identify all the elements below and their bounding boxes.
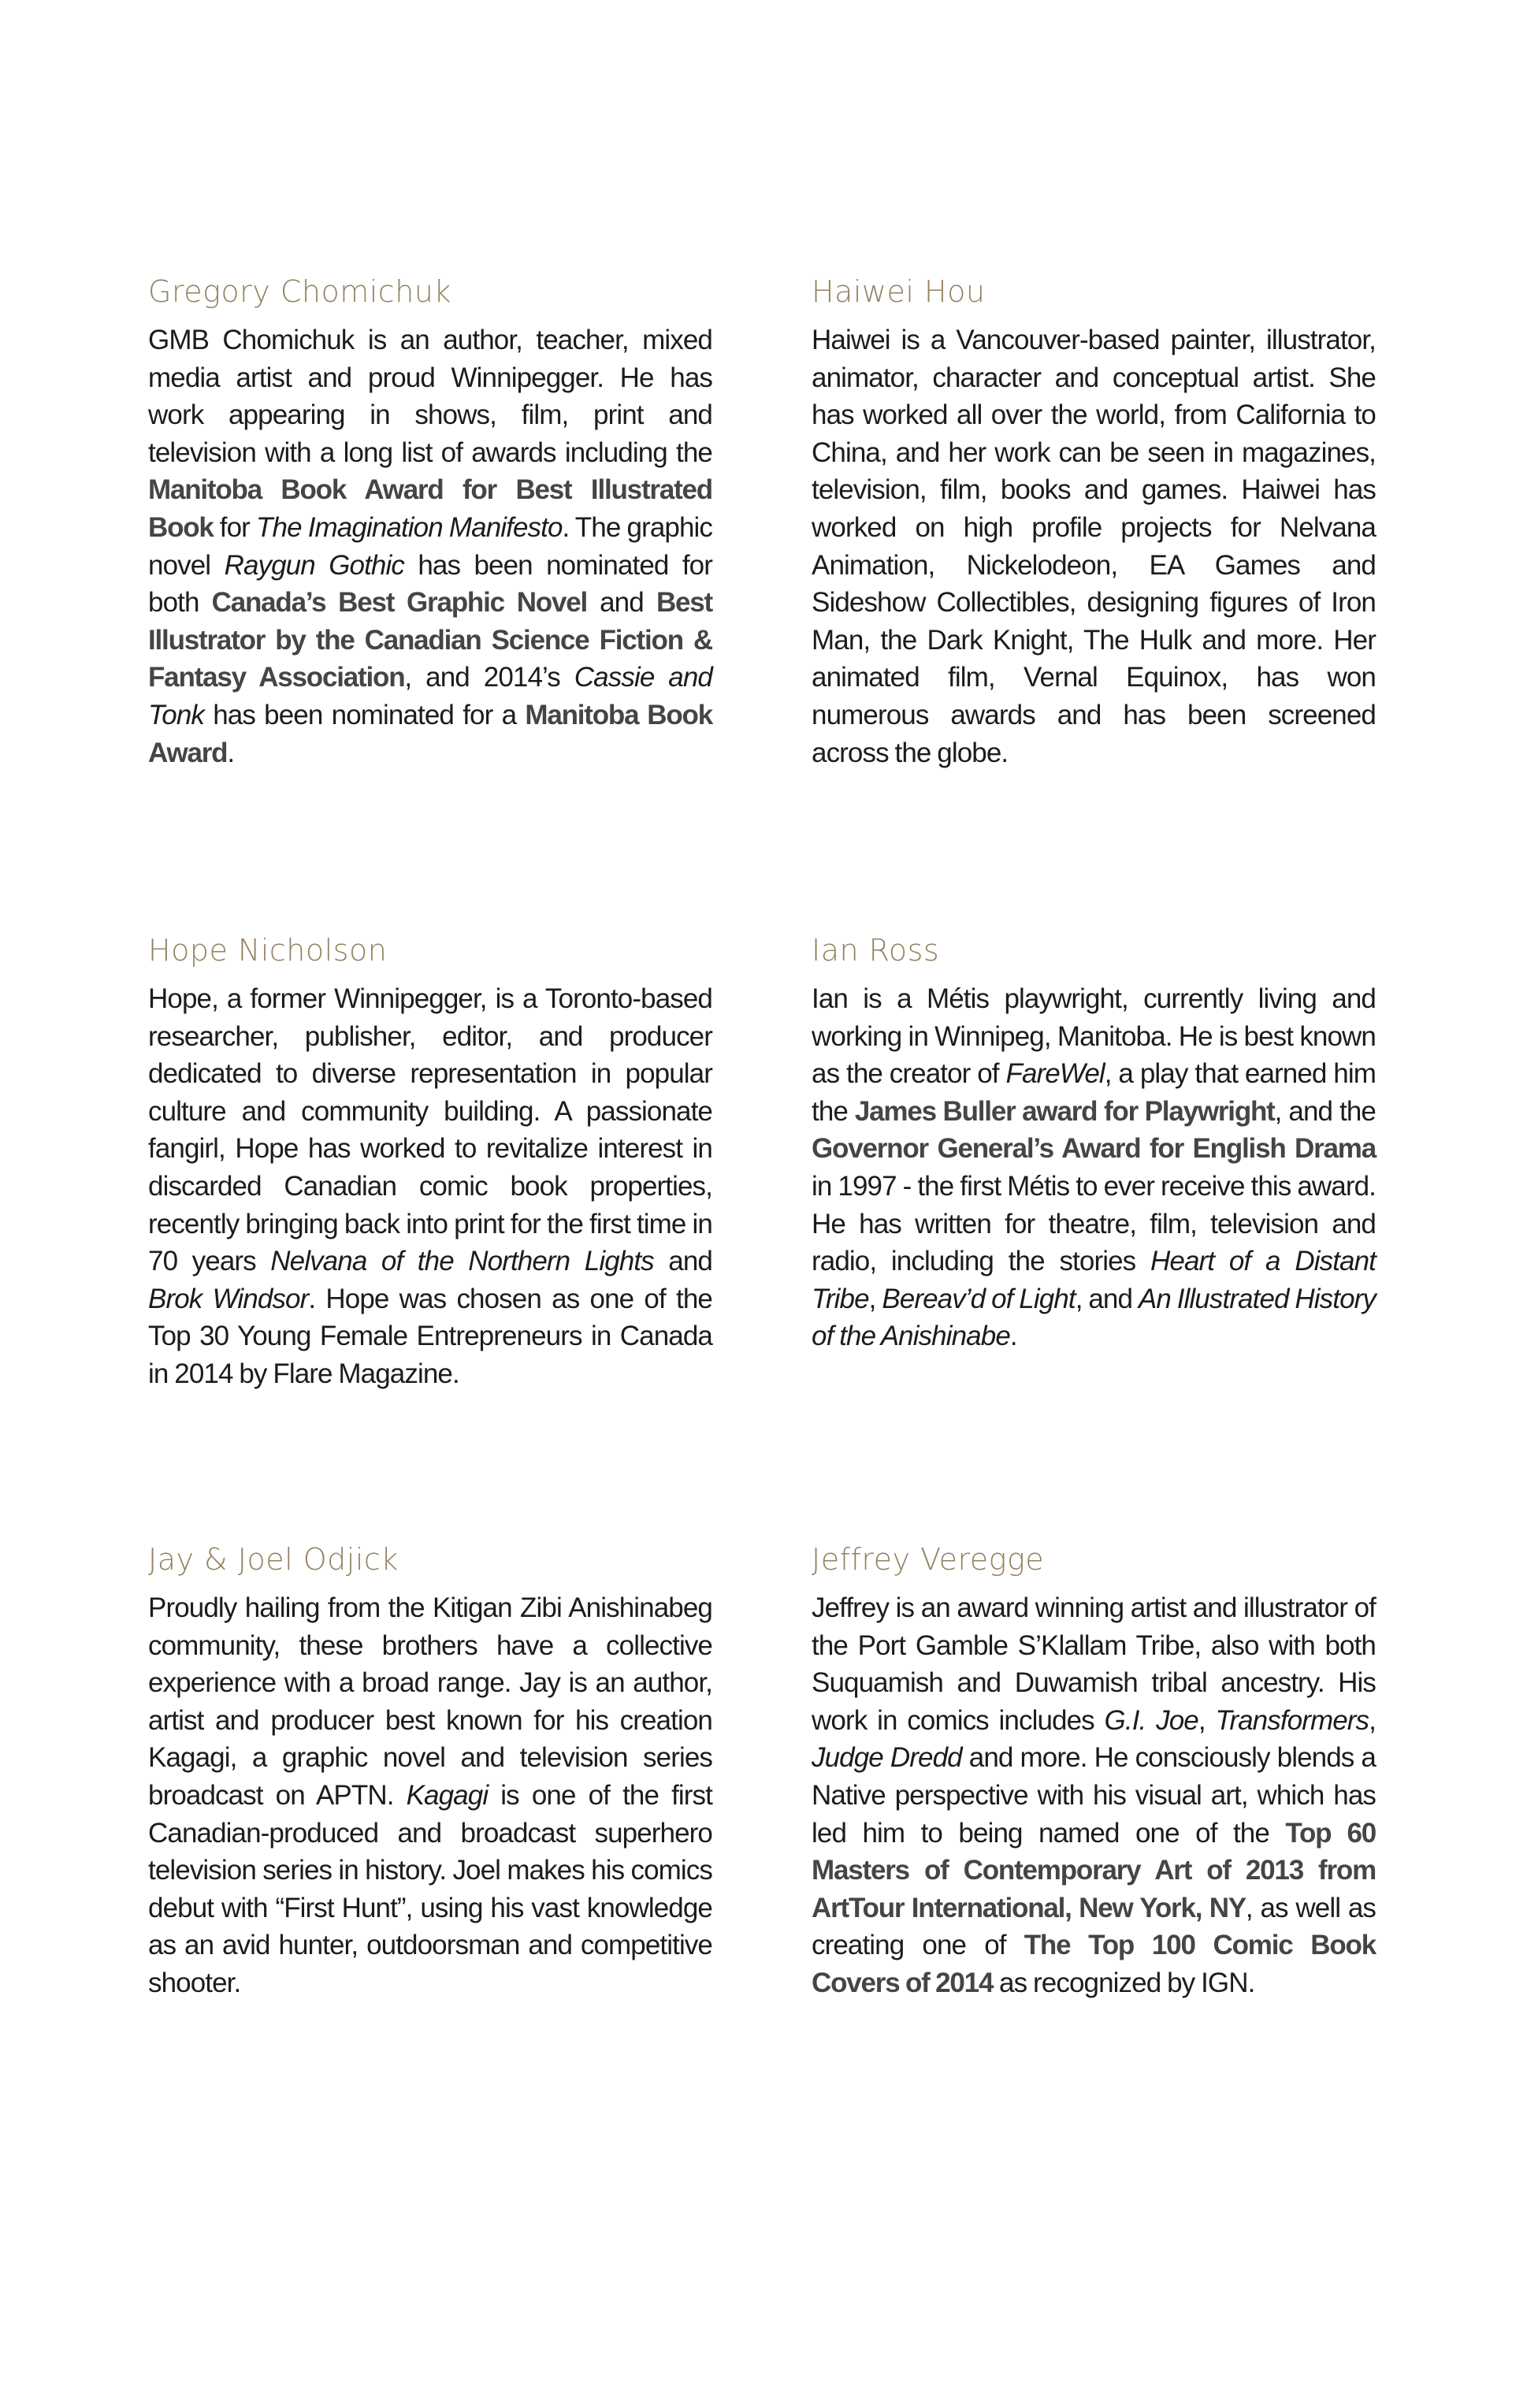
award-highlight: Top 60 Masters of Contemporary Art of 2013 from ArtTour International, New York, NY bbox=[812, 1817, 1376, 1923]
bio-text-run: GMB Chomichuk is an author, teacher, mixed media artist and proud Winnipegger. He has work appearing in shows, film, print and television with a long list of awards including the bbox=[148, 325, 712, 468]
bio-text-run: , bbox=[1198, 1704, 1216, 1736]
bio-text-run: is one of the first Canadian-produced and broadcast superhero television series in history. Joel makes his comics debut with “First Hunt”, using his vast knowledge as an avid hunter, outdoorsman and competitive shooter. bbox=[148, 1779, 712, 1998]
bio-hope-nicholson bbox=[148, 931, 712, 1393]
bio-text bbox=[812, 321, 1376, 771]
bio-text-run: , a play that earned him the bbox=[812, 1058, 1376, 1127]
bio-name: Jeffrey Veregge bbox=[812, 1542, 1045, 1577]
work-title: Heart of a Distant Tribe bbox=[812, 1246, 1376, 1314]
work-title: Nelvana of the Northern Lights bbox=[270, 1246, 654, 1277]
bio-text bbox=[812, 980, 1376, 1355]
bio-text-run: has been nominated for both bbox=[148, 549, 712, 619]
bio-text-run: , bbox=[868, 1283, 882, 1314]
work-title: FareWel bbox=[1005, 1058, 1105, 1090]
bio-jeffrey-veregge bbox=[812, 1540, 1376, 2002]
bio-text bbox=[148, 980, 712, 1393]
work-title: The Imagination Manifesto bbox=[256, 511, 563, 543]
bio-text-run: as recognized by IGN. bbox=[993, 1967, 1255, 1998]
bio-text-run: Jeffrey is an award winning artist and illustrator of the Port Gamble S’Klallam Tribe, also with both Suquamish and Duwamish tribal ancestry. His work in comics includes bbox=[812, 1592, 1376, 1736]
bio-text-run: , and the bbox=[1274, 1095, 1377, 1127]
bio-name: Ian Ross bbox=[812, 933, 940, 968]
bio-name: Gregory Chomichuk bbox=[148, 274, 451, 309]
work-title: G.I. Joe bbox=[1104, 1704, 1198, 1736]
bio-name: Jay & Joel Odjick bbox=[148, 1542, 399, 1577]
bio-text-run: . Hope was chosen as one of the Top 30 Young Female Entrepreneurs in Canada in 2014 by Flare Magazine. bbox=[148, 1283, 712, 1389]
work-title: Kagagi bbox=[406, 1779, 489, 1811]
bio-gregory-chomichuk bbox=[148, 273, 712, 771]
bio-text-run: , bbox=[1369, 1704, 1376, 1736]
award-highlight: Manitoba Book Award bbox=[148, 699, 712, 768]
bio-jay-joel-odjick bbox=[148, 1540, 712, 2002]
bio-text-run: . bbox=[227, 737, 235, 768]
bio-text-run: , and 2014’s bbox=[404, 662, 574, 693]
bio-text-run: and bbox=[587, 587, 656, 619]
award-highlight: Manitoba Book Award for Best Illustrated Book bbox=[148, 474, 712, 543]
bio-text bbox=[148, 1589, 712, 2002]
bio-name: Haiwei Hou bbox=[812, 274, 986, 309]
award-highlight: Governor General’s Award for English Drama bbox=[812, 1133, 1376, 1165]
bio-text-run: and more. He consciously blends a Native perspective with his visual art, which has led him to being named one of the bbox=[812, 1742, 1376, 1849]
bio-text bbox=[148, 321, 712, 771]
bio-ian-ross bbox=[812, 931, 1376, 1355]
work-title: Brok Windsor bbox=[148, 1283, 309, 1314]
work-title: Judge Dredd bbox=[812, 1742, 962, 1774]
bio-text-run: , as well as creating one of bbox=[812, 1892, 1376, 1961]
award-highlight: Canada’s Best Graphic Novel bbox=[211, 587, 588, 619]
bio-text-run: Haiwei is a Vancouver-based painter, illustrator, animator, character and conceptual artist. She has worked all over the world, from California to China, and her work can be seen in magazines, television, film, books and games. Haiwei has worked on high profile projects for Nelvana Animation, Nickelodeon, EA Games and Sideshow Collectibles, designing figures of Iron Man, the Dark Knight, The Hulk and more. Her animated film, Vernal Equinox, has won numerous awards and has been screened across the globe. bbox=[812, 325, 1376, 768]
work-title: Bereav’d of Light bbox=[882, 1283, 1076, 1314]
work-title: An Illustrated History of the Anishinabe bbox=[812, 1283, 1376, 1352]
work-title: Raygun Gothic bbox=[224, 549, 404, 581]
bio-haiwei-hou bbox=[812, 273, 1376, 771]
award-highlight: The Top 100 Comic Book Covers of 2014 bbox=[812, 1930, 1376, 1998]
bio-text-run: , and bbox=[1075, 1283, 1139, 1314]
work-title: Cassie and Tonk bbox=[148, 662, 712, 730]
bio-text-run: Ian is a Métis playwright, currently living and working in Winnipeg, Manitoba. He is best known as the creator of bbox=[812, 983, 1376, 1090]
bio-text-run: Proudly hailing from the Kitigan Zibi Anishinabeg community, these brothers have a collective experience with a broad range. Jay is an author, artist and producer best known for his creation Kagagi, a graphic novel and television series broadcast on APTN. bbox=[148, 1592, 712, 1811]
bio-text-run: . bbox=[1009, 1321, 1017, 1352]
award-highlight: James Buller award for Playwright bbox=[854, 1095, 1275, 1127]
bio-text-run: for bbox=[213, 511, 257, 543]
bio-text-run: . The graphic novel bbox=[148, 511, 712, 581]
work-title: Transformers bbox=[1215, 1704, 1369, 1736]
bio-name: Hope Nicholson bbox=[148, 933, 388, 968]
award-highlight: Best Illustrator by the Canadian Science Fiction & Fantasy Association bbox=[148, 587, 712, 693]
bio-text-run: has been nominated for a bbox=[204, 699, 526, 730]
bio-text bbox=[812, 1589, 1376, 2002]
bio-text-run: and bbox=[653, 1246, 712, 1277]
bio-text-run: Hope, a former Winnipegger, is a Toronto-based researcher, publisher, editor, and producer dedicated to diverse representation in popular culture and community building. A passionate fangirl, Hope has worked to revitalize interest in discarded Canadian comic book properties, recently bringing back into print for the first time in 70 years bbox=[148, 983, 712, 1277]
bio-text-run: in 1997 - the first Métis to ever receive this award. He has written for theatre, film, television and radio, including the stories bbox=[812, 1170, 1376, 1277]
